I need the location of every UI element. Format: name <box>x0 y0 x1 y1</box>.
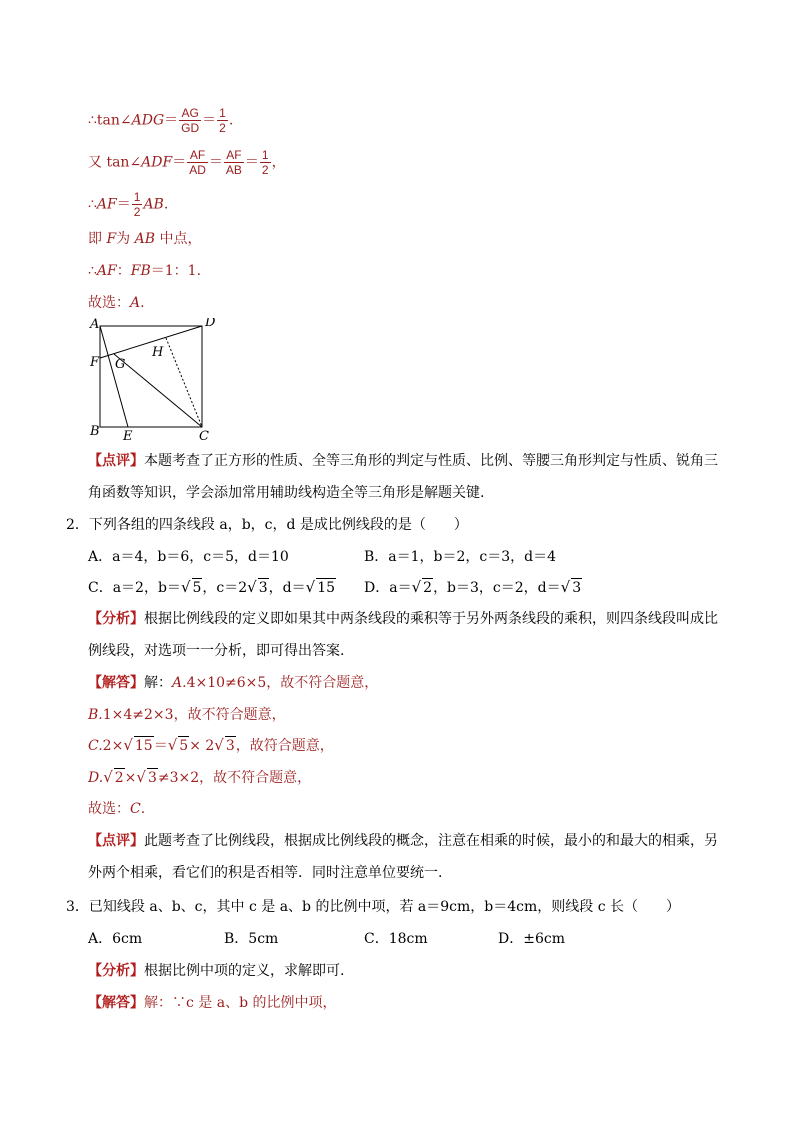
q2-choice: 故选：C. <box>88 801 146 817</box>
fraction: $\frac{AF}{AB}$ <box>225 148 242 177</box>
square-abcd <box>100 326 202 427</box>
q3-option-d: D．±6cm <box>498 931 565 947</box>
sol-line-tan-adf: 又 tan∠ADF＝ $\frac{AF}{AD}$ ＝ $\frac{AF}{AB}$ ＝ $\frac{1}{2}$ ， <box>88 148 286 177</box>
question-3-stem: 3．已知线段 a、b、c，其中 c 是 a、b 的比例中项，若 a＝9cm，b＝4cm，则线段 c 长（ ） <box>66 899 681 915</box>
sol-line-choice: 故选：A. <box>88 295 145 311</box>
fraction: $\frac{AG}{GD}$ <box>181 106 200 135</box>
label-f: F <box>90 355 100 370</box>
label-d: D <box>205 318 216 330</box>
radical-sign: √ <box>103 768 113 786</box>
sol-line-tan-adg: ∴tan∠ADG＝ $\frac{AG}{GD}$ ＝ $\frac{1}{2}$ . <box>88 106 234 135</box>
radical-sign: √ <box>214 736 224 754</box>
sol-line-midpoint: 即 F为 AB 中点， <box>88 231 202 247</box>
label-b: B <box>90 424 100 439</box>
q2-answer-line-b: B.1×4≠2×3，故不符合题意， <box>88 707 286 723</box>
sol-line-ratio: ∴AF：FB＝1：1. <box>88 263 202 279</box>
q2-answer-line-c: C.2×√ 15＝√ 5× 2√ 3，故符合题意， <box>88 736 334 754</box>
q3-option-c: C．18cm <box>364 931 428 947</box>
geometry-svg <box>88 318 228 446</box>
q2-answer-line-d: D.√ 2×√ 3≠3×2，故不符合题意， <box>88 768 312 786</box>
fraction: $\frac{1}{2}$ <box>133 190 141 219</box>
sol-line-af: ∴AF＝ $\frac{1}{2}$ AB. <box>88 190 169 219</box>
segment-hc-dotted <box>166 338 202 427</box>
q2-option-d: D．a＝√ 2，b＝3，c＝2，d＝√ 3 <box>364 578 582 596</box>
q2-option-c: C．a＝2，b＝√ 5，c＝2√ 3，d＝√ 15 <box>88 578 336 596</box>
review-q1-line1: 【点评】本题考查了正方形的性质、全等三角形的判定与性质、比例、等腰三角形判定与性质、锐角三 <box>88 453 718 469</box>
segment-fd <box>100 326 202 358</box>
label-c: C <box>199 429 209 444</box>
q2-option-a: A．a＝4，b＝6，c＝5，d＝10 <box>88 549 289 565</box>
square-geometry-figure <box>88 318 228 450</box>
radical-sign: √ <box>247 578 257 596</box>
q2-review-line1: 【点评】此题考查了比例线段，根据成比例线段的概念，注意在相乘的时候，最小的和最大的相乘，另 <box>88 833 718 849</box>
q3-option-a: A．6cm <box>88 931 143 947</box>
fraction: $\frac{1}{2}$ <box>261 148 269 177</box>
review-q1-line2: 角函数等知识，学会添加常用辅助线构造全等三角形是解题关键. <box>88 485 485 501</box>
segment-ae <box>100 326 128 427</box>
q3-answer: 【解答】解：∵c 是 a、b 的比例中项， <box>88 995 337 1011</box>
radical-sign: √ <box>180 578 191 596</box>
radical-sign: √ <box>167 736 178 754</box>
q2-answer-line-a: 【解答】解：A.4×10≠6×5，故不符合题意， <box>88 675 379 691</box>
label-g: G <box>115 357 126 372</box>
q3-analysis: 【分析】根据比例中项的定义，求解即可. <box>88 963 345 979</box>
question-2-stem: 2．下列各组的四条线段 a，b，c，d 是成比例线段的是（ ） <box>66 517 468 533</box>
label-e: E <box>123 429 133 444</box>
radical-sign: √ <box>560 578 571 596</box>
q2-option-b: B．a＝1，b＝2，c＝3，d＝4 <box>364 549 557 565</box>
q3-option-b: B．5cm <box>224 931 279 947</box>
segment-gc <box>114 354 202 427</box>
radical-sign: √ <box>305 578 316 596</box>
radical-sign: √ <box>411 578 422 596</box>
fraction: $\frac{AF}{AD}$ <box>189 148 206 177</box>
radical-sign: √ <box>136 768 146 786</box>
radical-sign: √ <box>123 736 133 754</box>
q2-analysis-line1: 【分析】根据比例线段的定义即如果其中两条线段的乘积等于另外两条线段的乘积，则四条线段叫成比 <box>88 611 718 627</box>
label-a: A <box>90 318 100 332</box>
q2-review-line2: 外两个相乘，看它们的积是否相等．同时注意单位要统一. <box>88 865 443 881</box>
label-h: H <box>152 345 164 360</box>
fraction: $\frac{1}{2}$ <box>219 106 226 135</box>
q2-analysis-line2: 例线段，对选项一一分析，即可得出答案. <box>88 643 345 659</box>
